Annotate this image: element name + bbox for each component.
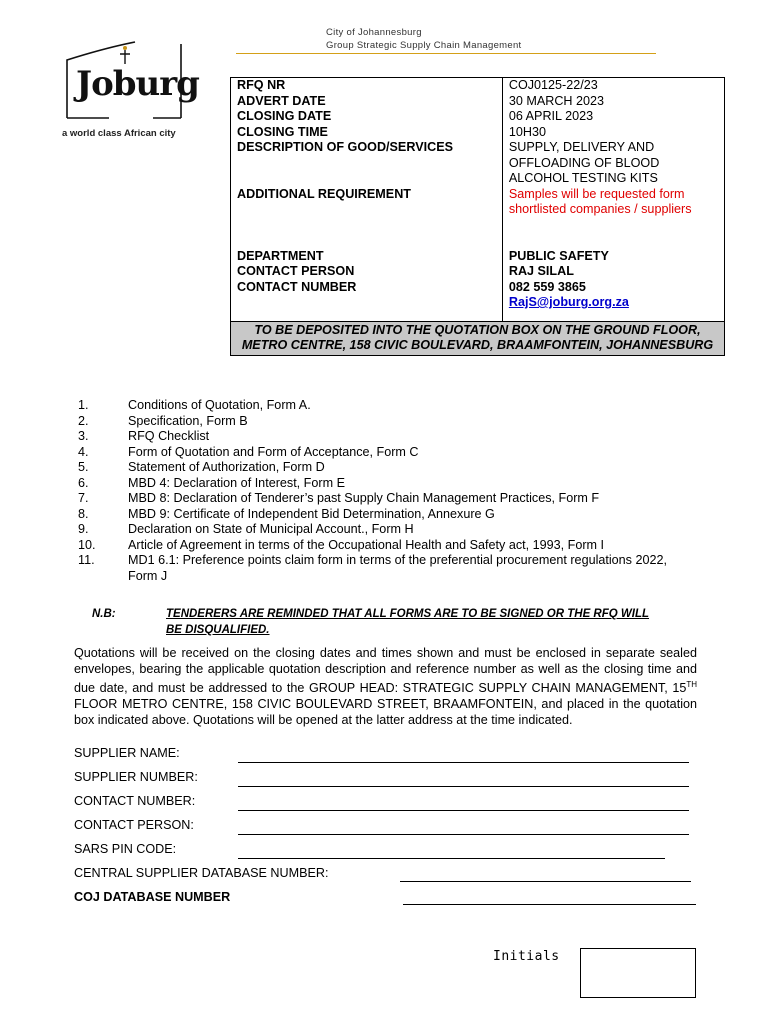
- logo-wordmark: Joburg: [76, 64, 199, 104]
- rfq-row-contact-number: [231, 280, 725, 322]
- contact-person-field-label: CONTACT PERSON:: [74, 818, 194, 832]
- rfq-row-contact-person: [231, 264, 725, 280]
- contact-number-line[interactable]: [238, 810, 689, 811]
- joburg-logo: [62, 40, 199, 150]
- rfq-row-closing-date: [231, 109, 725, 125]
- advert-date-value: 30 MARCH 2023: [502, 94, 724, 110]
- initials-box[interactable]: [580, 948, 696, 998]
- list-item: 2. Specification, Form B: [78, 413, 248, 428]
- closing-time-label: CLOSING TIME: [231, 125, 503, 141]
- list-item: 9. Declaration on State of Municipal Account., Form H: [78, 522, 414, 536]
- department-label: DEPARTMENT: [231, 249, 503, 265]
- rfq-row-description: [231, 140, 725, 187]
- deposit-instruction: TO BE DEPOSITED INTO THE QUOTATION BOX ON THE GROUND FLOOR, METRO CENTRE, 158 CIVIC BOULEVARD, BRAAMFONTEIN, JOHANNESBURG: [231, 321, 725, 355]
- contact-person-label: CONTACT PERSON: [231, 264, 503, 280]
- sars-pin-line[interactable]: [238, 858, 665, 859]
- closing-date-value: 06 APRIL 2023: [502, 109, 724, 125]
- rfq-row-deposit: [231, 321, 725, 355]
- rfq-details-table: [230, 77, 725, 356]
- contact-person-line[interactable]: [238, 834, 689, 835]
- nb-label: N.B:: [92, 608, 116, 620]
- advert-date-label: ADVERT DATE: [231, 94, 503, 110]
- additional-requirement-label: ADDITIONAL REQUIREMENT: [231, 187, 503, 249]
- supplier-name-line[interactable]: [238, 762, 689, 763]
- additional-requirement-value: Samples will be requested form shortlisted companies / suppliers: [502, 187, 724, 249]
- contact-number-field-label: CONTACT NUMBER:: [74, 794, 196, 808]
- forms-list: [78, 398, 688, 584]
- list-item: 7. MBD 8: Declaration of Tenderer’s past Supply Chain Management Practices, Form F: [78, 491, 600, 505]
- header-dept: Group Strategic Supply Chain Management: [326, 40, 522, 51]
- list-item: 11. MD1 6.1: Preference points claim form in terms of the preferential procurement regulations 2022, Form J: [78, 553, 667, 583]
- description-value: SUPPLY, DELIVERY AND OFFLOADING OF BLOOD ALCOHOL TESTING KITS: [502, 140, 724, 187]
- supplier-number-line[interactable]: [238, 786, 689, 787]
- sars-pin-label: SARS PIN CODE:: [74, 842, 177, 856]
- csd-number-line[interactable]: [400, 881, 691, 882]
- list-item: 1. Conditions of Quotation, Form A.: [78, 398, 311, 412]
- rfq-row-closing-time: [231, 125, 725, 141]
- supplier-number-label: SUPPLIER NUMBER:: [74, 770, 198, 784]
- initials-label: Initials: [493, 949, 560, 964]
- contact-info-cell: [502, 280, 724, 322]
- submission-instructions: Quotations will be received on the closing dates and times shown and must be enclosed in separate sealed envelopes, bearing the applicable quotation description and reference number as well as the closing time and due date, and must be addressed to the GROUP HEAD: STRATEGIC SUPPLY CHAIN MANAGEMENT, 15TH FLOOR METRO CENTRE, 158 CIVIC BOULEVARD STREET, BRAAMFONTEIN, and placed in the quotation box indicated above. Quotations will be opened at the latter address at the time indicated.: [74, 646, 697, 728]
- header-org: City of Johannesburg: [326, 27, 422, 38]
- contact-number-value: 082 559 3865: [508, 279, 586, 294]
- description-label: DESCRIPTION OF GOOD/SERVICES: [231, 140, 503, 187]
- list-item: 4. Form of Quotation and Form of Acceptance, Form C: [78, 444, 419, 459]
- logo-tagline: a world class African city: [62, 128, 176, 139]
- list-item: 3. RFQ Checklist: [78, 429, 210, 443]
- rfq-row-advert-date: [231, 94, 725, 110]
- nb-warning: TENDERERS ARE REMINDED THAT ALL FORMS ARE TO BE SIGNED OR THE RFQ WILL BE DISQUALIFIED.: [166, 608, 650, 636]
- contact-person-value: RAJ SILAL: [502, 264, 724, 280]
- list-item: 5. Statement of Authorization, Form D: [78, 460, 325, 474]
- list-item: 8. MBD 9: Certificate of Independent Bid Determination, Annexure G: [78, 506, 495, 521]
- list-item: 6. MBD 4: Declaration of Interest, Form E: [78, 475, 345, 490]
- rfq-row-nr: [231, 78, 725, 94]
- list-item: 10. Article of Agreement in terms of the Occupational Health and Safety act, 1993, Form I: [78, 537, 605, 552]
- contact-email-link[interactable]: RajS@joburg.org.za: [508, 295, 629, 309]
- rfq-nr-value: COJ0125-22/23: [502, 78, 724, 94]
- coj-database-label: COJ DATABASE NUMBER: [74, 890, 231, 904]
- coj-database-line[interactable]: [403, 904, 696, 905]
- rfq-row-additional: [231, 187, 725, 249]
- closing-date-label: CLOSING DATE: [231, 109, 503, 125]
- supplier-name-label: SUPPLIER NAME:: [74, 746, 180, 760]
- rfq-nr-label: RFQ NR: [231, 78, 503, 94]
- csd-number-label: CENTRAL SUPPLIER DATABASE NUMBER:: [74, 866, 329, 880]
- closing-time-value: 10H30: [502, 125, 724, 141]
- contact-number-label: CONTACT NUMBER: [231, 280, 503, 322]
- header-rule: [236, 53, 656, 54]
- rfq-row-department: [231, 249, 725, 265]
- department-value: PUBLIC SAFETY: [502, 249, 724, 265]
